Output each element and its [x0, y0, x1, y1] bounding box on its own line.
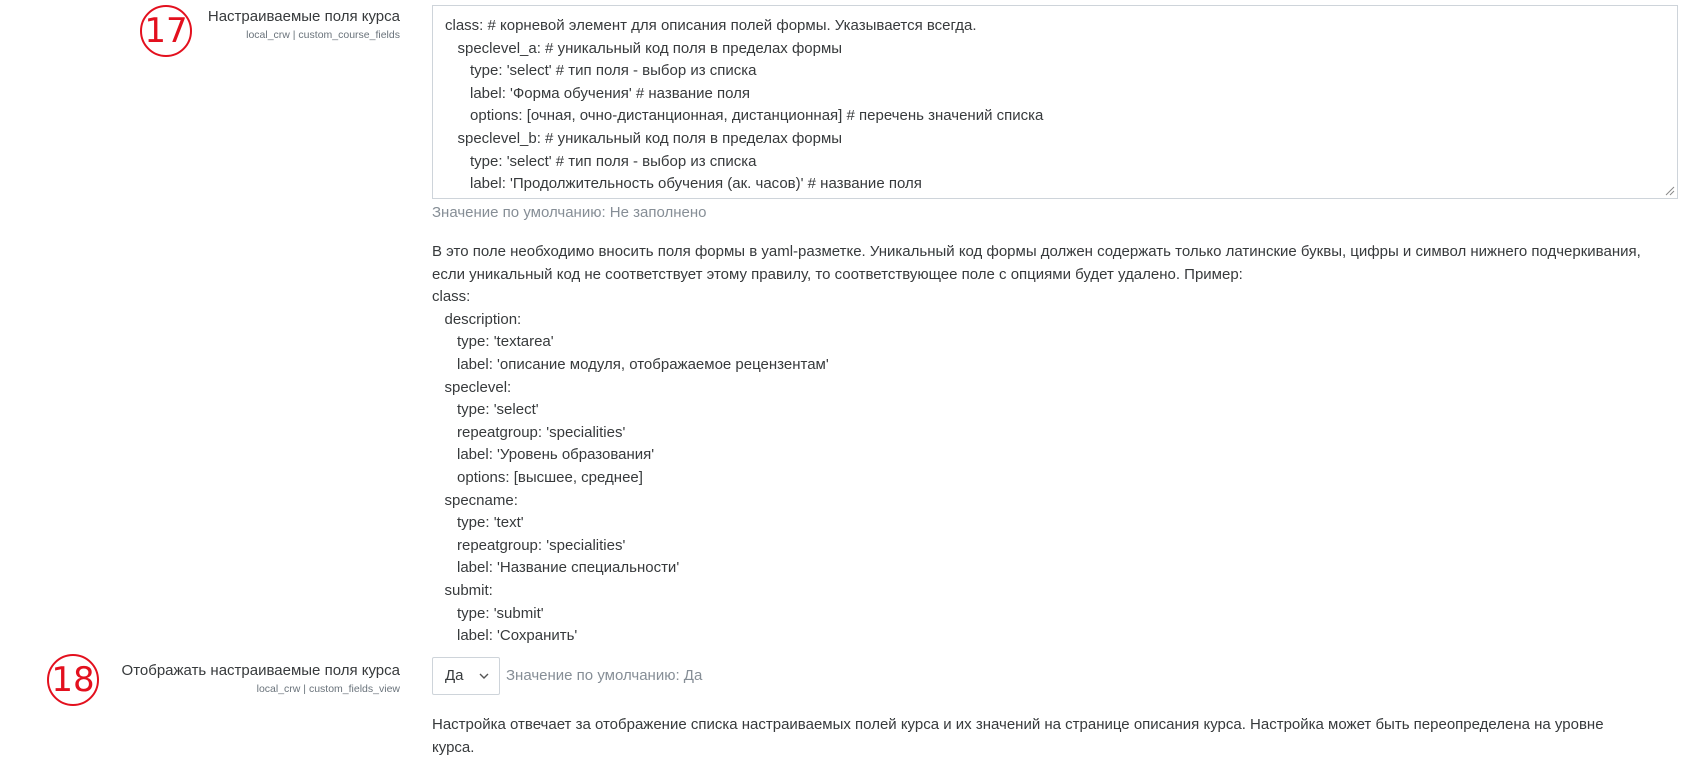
text-line: type: 'text': [432, 514, 524, 532]
text-line: label: 'Сохранить': [432, 627, 578, 645]
text-line: class:: [432, 288, 471, 306]
text-line: type: 'textarea': [432, 333, 554, 351]
text-line: label: 'Уровень образования': [432, 446, 655, 464]
text-line: Настройка отвечает за отображение списка настраиваемых полей курса и их значений на странице описания курса. Настройка может быть переопределена на уровне: [432, 716, 1604, 733]
textarea-content: [445, 15, 1665, 196]
resize-grip-icon[interactable]: [1665, 186, 1675, 196]
text-line: type: 'submit': [432, 604, 544, 622]
annotation-badge-18: 18: [47, 654, 99, 706]
text-line: options: [высшее, среднее]: [432, 468, 643, 486]
setting-description-17: [432, 241, 1672, 648]
text-line: submit:: [432, 581, 493, 599]
default-value-note-18: Значение по умолчанию: Да: [506, 667, 703, 684]
text-line: если уникальный код не соответствует этому правилу, то соответствующее поле с опциями будет удалено. Пример:: [432, 265, 1243, 283]
select-value: Да: [445, 667, 464, 684]
text-line: repeatgroup: 'specialities': [432, 423, 626, 441]
annotation-badge-17: 17: [140, 5, 192, 57]
text-line: label: 'Форма обучения' # название поля: [445, 84, 751, 102]
setting-key-custom-course-fields: local_crw | custom_course_fields: [246, 29, 400, 41]
text-line: label: 'описание модуля, отображаемое рецензентам': [432, 355, 829, 373]
text-line: class: # корневой элемент для описания полей формы. Указывается всегда.: [445, 17, 977, 34]
setting-title-custom-fields-view: Отображать настраиваемые поля курса: [121, 662, 400, 679]
text-line: speclevel_a: # уникальный код поля в пределах формы: [445, 39, 843, 57]
chevron-down-icon: [479, 672, 489, 680]
text-line: repeatgroup: 'specialities': [432, 536, 626, 554]
text-line: type: 'select' # тип поля - выбор из списка: [445, 152, 757, 170]
text-line: speclevel:: [432, 378, 512, 396]
custom-fields-view-select[interactable]: [432, 657, 500, 695]
text-line: label: 'Продолжительность обучения (ак. часов)' # название поля: [445, 175, 922, 193]
setting-key-custom-fields-view: local_crw | custom_fields_view: [256, 683, 400, 695]
custom-course-fields-textarea[interactable]: [432, 5, 1678, 199]
text-line: type: 'select' # тип поля - выбор из списка: [445, 62, 757, 80]
default-value-note-17: Значение по умолчанию: Не заполнено: [432, 204, 707, 221]
text-line: type: 'select': [432, 401, 539, 419]
setting-title-custom-course-fields: Настраиваемые поля курса: [207, 8, 400, 25]
text-line: options: [очная, очно-дистанционная, дистанционная] # перечень значений списка: [445, 107, 1044, 125]
setting-description-18: [432, 714, 1672, 759]
text-line: specname:: [432, 491, 518, 509]
text-line: курса.: [432, 738, 475, 756]
text-line: label: 'Название специальности': [432, 559, 680, 577]
text-line: В это поле необходимо вносить поля формы в yaml-разметке. Уникальный код формы должен содержать только латинские буквы, цифры и символ нижнего подчеркивания,: [432, 243, 1641, 260]
text-line: speclevel_b: # уникальный код поля в пределах формы: [445, 129, 843, 147]
text-line: description:: [432, 310, 522, 328]
